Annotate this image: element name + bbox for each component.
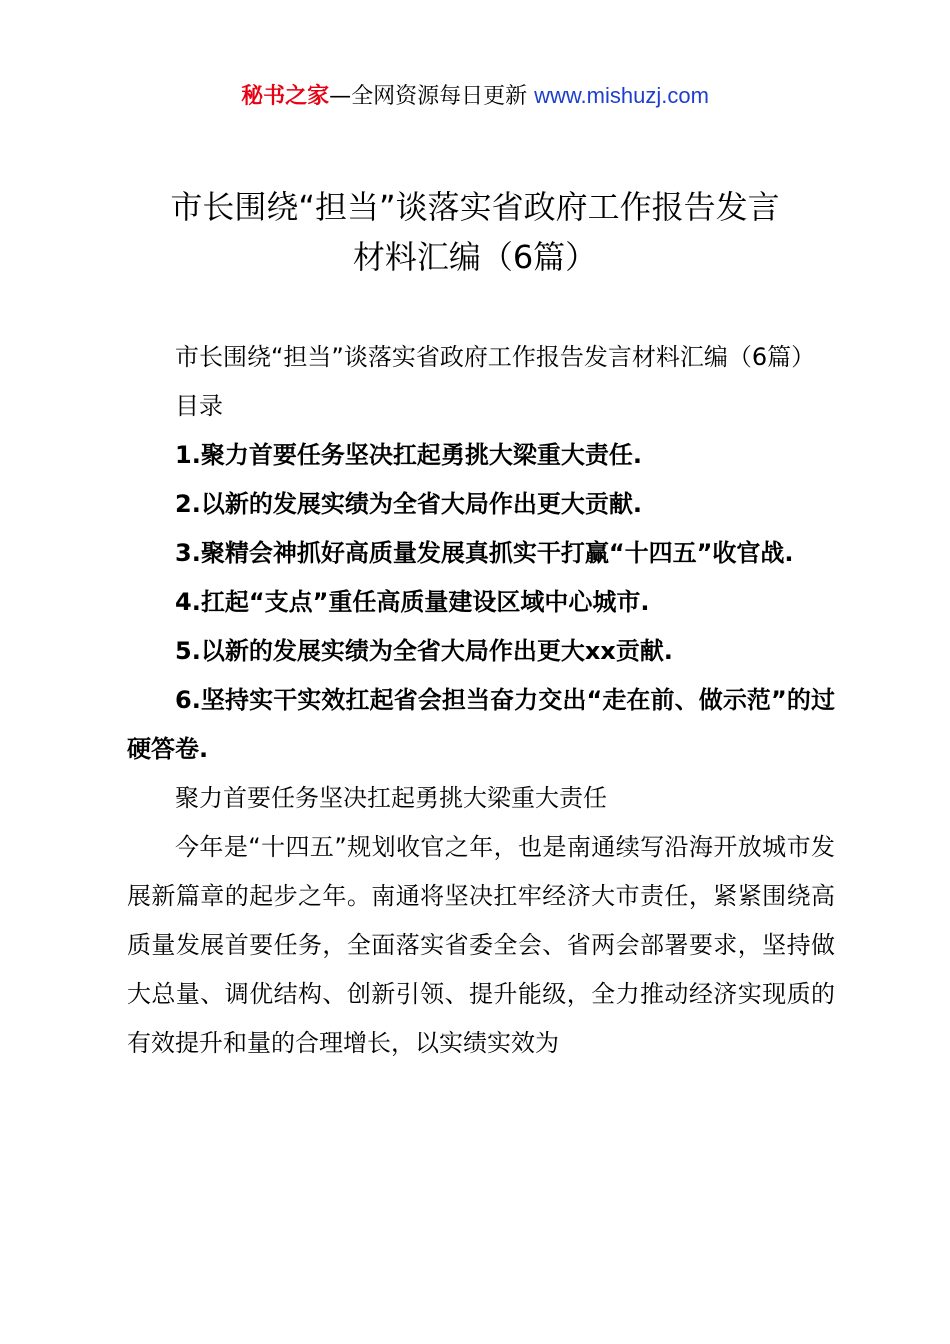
intro-paragraph: 市长围绕“担当”谈落实省政府工作报告发言材料汇编（6篇） bbox=[175, 343, 816, 371]
toc-item: 5.以新的发展实绩为全省大局作出更大xx贡献. bbox=[175, 637, 673, 665]
toc-item: 3.聚精会神抓好高质量发展真抓实干打赢“十四五”收官战. bbox=[175, 539, 794, 567]
section-title: 聚力首要任务坚决扛起勇挑大梁重大责任 bbox=[175, 784, 607, 812]
toc-item: 2.以新的发展实绩为全省大局作出更大贡献. bbox=[175, 490, 642, 518]
title-line-2: 材料汇编（6篇） bbox=[352, 238, 598, 276]
document-title bbox=[110, 182, 840, 282]
brand-name: 秘书之家 bbox=[241, 84, 330, 109]
header-tagline: —全网资源每日更新 bbox=[329, 84, 528, 109]
body-paragraph: 今年是“十四五”规划收官之年，也是南通续写沿海开放城市发展新篇章的起步之年。南通将坚决扛牢经济大市责任，紧紧围绕高质量发展首要任务，全面落实省委全会、省两会部署要求，坚持做大总量、调优结构、创新引领、提升能级，全力推动经济实现质的有效提升和量的合理增长，以实绩实效为 bbox=[127, 833, 835, 1057]
toc-item: 4.扛起“支点”重任高质量建设区域中心城市. bbox=[175, 588, 650, 616]
toc-heading: 目录 bbox=[175, 392, 223, 420]
site-header bbox=[0, 80, 950, 113]
toc-item: 1.聚力首要任务坚决扛起勇挑大梁重大责任. bbox=[175, 441, 642, 469]
title-line-1: 市长围绕“担当”谈落实省政府工作报告发言 bbox=[170, 188, 780, 226]
toc-item: 6.坚持实干实效扛起省会担当奋力交出“走在前、做示范”的过硬答卷. bbox=[127, 686, 835, 763]
site-url-link[interactable]: www.mishuzj.com bbox=[534, 83, 709, 108]
document-body bbox=[127, 333, 835, 1068]
